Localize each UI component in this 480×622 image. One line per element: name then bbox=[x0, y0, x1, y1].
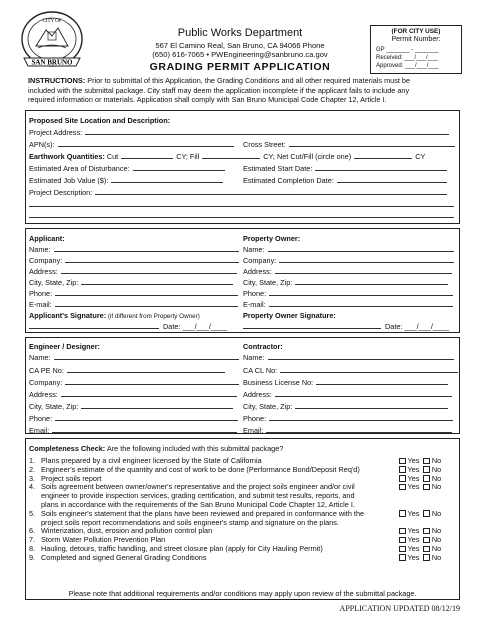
applicant-address-input[interactable] bbox=[61, 267, 237, 274]
checklist-item-number: 2. bbox=[29, 464, 36, 474]
applicant-company-input[interactable] bbox=[65, 256, 239, 263]
applicant-signature-label: Applicant's Signature: bbox=[29, 311, 107, 320]
engineer-email-label: Email: bbox=[29, 426, 50, 435]
no-label: No bbox=[431, 552, 442, 562]
engineer-phone-label: Phone: bbox=[29, 414, 53, 423]
yes-no-options bbox=[399, 465, 441, 474]
applicant-heading: Applicant: bbox=[29, 234, 65, 243]
yes-no-options bbox=[399, 535, 441, 544]
checklist-item-text: engineer to provide inspection services, grading certification, and submit test results, reports, and bbox=[41, 491, 355, 501]
apn-label: APN(s): bbox=[29, 140, 55, 149]
project-address-label: Project Address: bbox=[29, 128, 83, 137]
contractor-phone-label: Phone: bbox=[243, 414, 267, 423]
yes-checkbox[interactable] bbox=[399, 466, 406, 473]
contractor-address-label: Address: bbox=[243, 390, 272, 399]
owner-email-input[interactable] bbox=[269, 300, 453, 307]
received-field[interactable]: Received: ___/___/___ bbox=[376, 55, 438, 61]
yes-no-options bbox=[399, 526, 441, 535]
fill-label: CY; Fill bbox=[176, 152, 200, 161]
checklist-item-text: Project soils report bbox=[41, 473, 102, 483]
owner-name-input[interactable] bbox=[268, 245, 454, 252]
owner-city-input[interactable] bbox=[295, 278, 448, 285]
form-title: GRADING PERMIT APPLICATION bbox=[149, 61, 331, 73]
owner-signature-label: Property Owner Signature: bbox=[243, 311, 336, 320]
completeness-question: Are the following included with this submittal package? bbox=[105, 444, 284, 453]
engineer-company-input[interactable] bbox=[65, 378, 239, 385]
yes-label: Yes bbox=[407, 473, 420, 483]
contractor-city-label: City, State, Zip: bbox=[243, 402, 293, 411]
checklist-item-number: 7. bbox=[29, 535, 36, 545]
checklist-item-text: project soils report recommendations and soils engineer's stamp and signature on the plans. bbox=[41, 517, 339, 527]
no-checkbox[interactable] bbox=[423, 528, 430, 535]
completeness-heading-row bbox=[29, 444, 283, 453]
svg-text:CITY OF: CITY OF bbox=[42, 19, 62, 24]
checklist-item-number: 4. bbox=[29, 482, 36, 492]
yes-checkbox[interactable] bbox=[399, 546, 406, 553]
applicant-signature-input[interactable] bbox=[29, 322, 159, 329]
applicant-address-label: Address: bbox=[29, 267, 58, 276]
yes-label: Yes bbox=[407, 456, 420, 465]
start-date-label: Estimated Start Date: bbox=[243, 164, 313, 173]
cy-label: CY bbox=[415, 152, 426, 161]
yes-label: Yes bbox=[407, 552, 420, 562]
checklist-item-text: plans in accordance with the requirements of the San Bruno Municipal Code Chapter 12, Article I. bbox=[41, 499, 355, 509]
cross-street-row bbox=[243, 140, 455, 149]
yes-checkbox[interactable] bbox=[399, 458, 406, 465]
yes-label: Yes bbox=[407, 535, 420, 545]
completion-date-label: Estimated Completion Date: bbox=[243, 176, 334, 185]
cut-label: Cut bbox=[104, 152, 119, 161]
yes-no-options bbox=[399, 544, 441, 553]
applicant-company-label: Company: bbox=[29, 256, 63, 265]
owner-company-label: Company: bbox=[243, 256, 277, 265]
checklist-item-text: Hauling, detours, traffic handling, and street closure plan (apply for City Hauling Permit) bbox=[41, 544, 323, 553]
completeness-section bbox=[25, 438, 460, 600]
applicant-email-input[interactable] bbox=[55, 300, 238, 307]
gp-field[interactable]: GP _______ - _______ bbox=[376, 47, 439, 53]
instructions-label: INSTRUCTIONS: bbox=[28, 76, 86, 85]
permit-number-label: Permit Number: bbox=[391, 36, 441, 43]
applicant-email-label: E-mail: bbox=[29, 300, 52, 309]
cross-street-label: Cross Street: bbox=[243, 140, 286, 149]
yes-label: Yes bbox=[407, 544, 420, 553]
instructions bbox=[28, 76, 458, 105]
contractor-license-label: Business License No: bbox=[243, 378, 314, 387]
project-address-row bbox=[29, 128, 449, 137]
checklist-item-text: Completed and signed General Grading Conditions bbox=[41, 552, 207, 562]
city-seal-logo bbox=[18, 8, 86, 74]
site-section bbox=[25, 110, 460, 224]
apn-row bbox=[29, 140, 234, 149]
no-label: No bbox=[431, 464, 442, 474]
instructions-line3: required information or materials. Application shall comply with San Bruno Municipal Code Chapter 12, Article I. bbox=[28, 95, 387, 104]
cut-input[interactable] bbox=[121, 152, 173, 159]
checklist-item-text: Engineer's estimate of the quantity and cost of work to be done (Performance Bond/Deposit Req'd) bbox=[41, 464, 360, 474]
no-checkbox[interactable] bbox=[423, 546, 430, 553]
engineer-company-label: Company: bbox=[29, 378, 63, 387]
completion-date-input[interactable] bbox=[337, 176, 447, 183]
instructions-line2: included with the submittal package. City staff may deem the application incomplete if the applicant fails to include any bbox=[28, 85, 410, 95]
contractor-cl-input[interactable] bbox=[280, 366, 458, 373]
yes-checkbox[interactable] bbox=[399, 554, 406, 561]
yes-checkbox[interactable] bbox=[399, 528, 406, 535]
department-name: Public Works Department bbox=[177, 27, 303, 39]
description-input-3[interactable] bbox=[29, 217, 454, 218]
engineer-name-input[interactable] bbox=[54, 353, 239, 360]
yes-checkbox[interactable] bbox=[399, 484, 406, 491]
applicant-name-input[interactable] bbox=[54, 245, 239, 252]
completeness-heading: Completeness Check: bbox=[29, 444, 106, 453]
applicant-city-label: City, State, Zip: bbox=[29, 278, 79, 287]
yes-checkbox[interactable] bbox=[399, 475, 406, 482]
start-date-input[interactable] bbox=[315, 164, 447, 171]
completion-date-row bbox=[243, 176, 447, 185]
engineer-pe-input[interactable] bbox=[67, 366, 225, 373]
svg-text:SAN BRUNO: SAN BRUNO bbox=[31, 58, 73, 67]
fill-input[interactable] bbox=[202, 152, 260, 159]
contractor-email-input[interactable] bbox=[266, 426, 452, 433]
checklist-item-text: Soils agreement between owner/owner's representative and the project soils engineer and/or civil bbox=[41, 482, 355, 492]
engineer-contractor-section bbox=[25, 337, 460, 434]
apn-input[interactable] bbox=[58, 140, 234, 147]
checklist-item-text: Winterization, dust, erosion and pollution control plan bbox=[41, 526, 213, 536]
engineer-address-label: Address: bbox=[29, 390, 58, 399]
contractor-name-input[interactable] bbox=[268, 353, 454, 360]
contractor-address-input[interactable] bbox=[275, 390, 452, 397]
no-checkbox[interactable] bbox=[423, 510, 430, 517]
applicant-city-input[interactable] bbox=[81, 278, 233, 285]
engineer-city-input[interactable] bbox=[81, 402, 233, 409]
net-label: CY; Net Cut/Fill (circle one) bbox=[263, 152, 352, 161]
yes-no-options bbox=[399, 482, 441, 491]
approved-field[interactable]: Approved: ___/___/___ bbox=[376, 63, 439, 69]
yes-no-options bbox=[399, 474, 441, 483]
checklist-item-number: 8. bbox=[29, 544, 36, 553]
checklist-item-text: Plans prepared by a civil engineer licensed by the State of California bbox=[41, 456, 262, 465]
start-date-row bbox=[243, 164, 447, 173]
contractor-name-label: Name: bbox=[243, 353, 265, 362]
no-label: No bbox=[431, 482, 442, 492]
owner-email-label: E-mail: bbox=[243, 300, 266, 309]
engineer-heading: Engineer / Designer: bbox=[29, 342, 100, 351]
no-label: No bbox=[431, 544, 442, 553]
net-input[interactable] bbox=[354, 152, 412, 159]
description-input-1[interactable] bbox=[95, 188, 447, 195]
contractor-license-input[interactable] bbox=[316, 378, 448, 385]
yes-checkbox[interactable] bbox=[399, 510, 406, 517]
no-checkbox[interactable] bbox=[423, 537, 430, 544]
project-address-input[interactable] bbox=[85, 128, 449, 135]
city-use-box bbox=[370, 25, 462, 74]
owner-signature-input[interactable] bbox=[243, 322, 381, 329]
no-label: No bbox=[431, 508, 442, 518]
owner-heading: Property Owner: bbox=[243, 234, 301, 243]
checklist-item-number: 1. bbox=[29, 456, 36, 465]
area-label: Estimated Area of Disturbance: bbox=[29, 164, 130, 173]
owner-address-input[interactable] bbox=[275, 267, 452, 274]
checklist-item-text: Soils engineer's statement that the plans have been reviewed and prepared in conformance with the bbox=[41, 508, 365, 518]
applicant-name-label: Name: bbox=[29, 245, 51, 254]
no-checkbox[interactable] bbox=[423, 554, 430, 561]
owner-company-input[interactable] bbox=[279, 256, 454, 263]
yes-label: Yes bbox=[407, 464, 420, 474]
area-row bbox=[29, 164, 225, 173]
yes-label: Yes bbox=[407, 482, 420, 492]
engineer-phone-input[interactable] bbox=[55, 414, 238, 421]
no-label: No bbox=[431, 456, 442, 465]
city-use-heading: (FOR CITY USE) bbox=[391, 28, 441, 35]
no-label: No bbox=[431, 473, 442, 483]
no-label: No bbox=[431, 535, 442, 545]
description-label: Project Description: bbox=[29, 188, 93, 197]
engineer-email-input[interactable] bbox=[52, 426, 237, 433]
no-checkbox[interactable] bbox=[423, 466, 430, 473]
owner-phone-label: Phone: bbox=[243, 289, 267, 298]
applicant-date[interactable]: Date: ___/___/____ bbox=[163, 322, 228, 331]
job-value-input[interactable] bbox=[111, 176, 223, 183]
footer-updated: APPLICATION UPDATED 08/12/19 bbox=[339, 604, 460, 613]
earthwork-row bbox=[29, 152, 425, 161]
applicant-phone-input[interactable] bbox=[55, 289, 238, 296]
department-contact: (650) 616-7065 • PWEngineering@sanbruno.ca.gov bbox=[152, 50, 328, 59]
department-address: 567 El Camino Real, San Bruno, CA 94066 Phone bbox=[155, 41, 325, 50]
contractor-email-label: Email: bbox=[243, 426, 264, 435]
owner-city-label: City, State, Zip: bbox=[243, 278, 293, 287]
no-checkbox[interactable] bbox=[423, 458, 430, 465]
owner-date[interactable]: Date: ___/___/____ bbox=[385, 322, 450, 331]
cross-street-input[interactable] bbox=[289, 140, 455, 147]
contractor-cl-label: CA CL No: bbox=[243, 366, 278, 375]
applicant-phone-label: Phone: bbox=[29, 289, 53, 298]
instructions-line1: Prior to submittal of this Application, the Grading Conditions and all other required materials must be bbox=[85, 76, 411, 85]
engineer-pe-label: CA PE No: bbox=[29, 366, 64, 375]
no-checkbox[interactable] bbox=[423, 484, 430, 491]
engineer-city-label: City, State, Zip: bbox=[29, 402, 79, 411]
checklist-item-number: 5. bbox=[29, 508, 36, 518]
area-input[interactable] bbox=[133, 164, 225, 171]
checklist-item-text: Storm Water Pollution Prevention Plan bbox=[41, 535, 166, 545]
owner-name-label: Name: bbox=[243, 245, 265, 254]
yes-no-options bbox=[399, 456, 441, 465]
yes-label: Yes bbox=[407, 526, 420, 536]
owner-address-label: Address: bbox=[243, 267, 272, 276]
contractor-city-input[interactable] bbox=[295, 402, 448, 409]
contractor-phone-input[interactable] bbox=[269, 414, 453, 421]
yes-no-options bbox=[399, 553, 441, 562]
checklist-item-number: 3. bbox=[29, 473, 36, 483]
submittal-note: Please note that additional requirements and/or conditions may apply upon review of the submittal package. bbox=[68, 589, 417, 598]
checklist-item-number: 9. bbox=[29, 552, 36, 562]
description-row bbox=[29, 188, 447, 197]
site-heading: Proposed Site Location and Description: bbox=[29, 116, 171, 125]
earthwork-label: Earthwork Quantities: bbox=[29, 152, 105, 161]
no-checkbox[interactable] bbox=[423, 475, 430, 482]
job-value-row bbox=[29, 176, 223, 185]
applicant-owner-section bbox=[25, 228, 460, 333]
no-label: No bbox=[431, 526, 442, 536]
applicant-signature-note: (if different from Property Owner) bbox=[106, 313, 200, 320]
contractor-heading: Contractor: bbox=[243, 342, 283, 351]
yes-label: Yes bbox=[407, 508, 420, 518]
job-value-label: Estimated Job Value ($): bbox=[29, 176, 109, 185]
engineer-address-input[interactable] bbox=[61, 390, 237, 397]
engineer-name-label: Name: bbox=[29, 353, 51, 362]
description-input-2[interactable] bbox=[29, 206, 454, 207]
yes-no-options bbox=[399, 509, 441, 518]
checklist-item-number: 6. bbox=[29, 526, 36, 536]
owner-phone-input[interactable] bbox=[269, 289, 453, 296]
yes-checkbox[interactable] bbox=[399, 537, 406, 544]
